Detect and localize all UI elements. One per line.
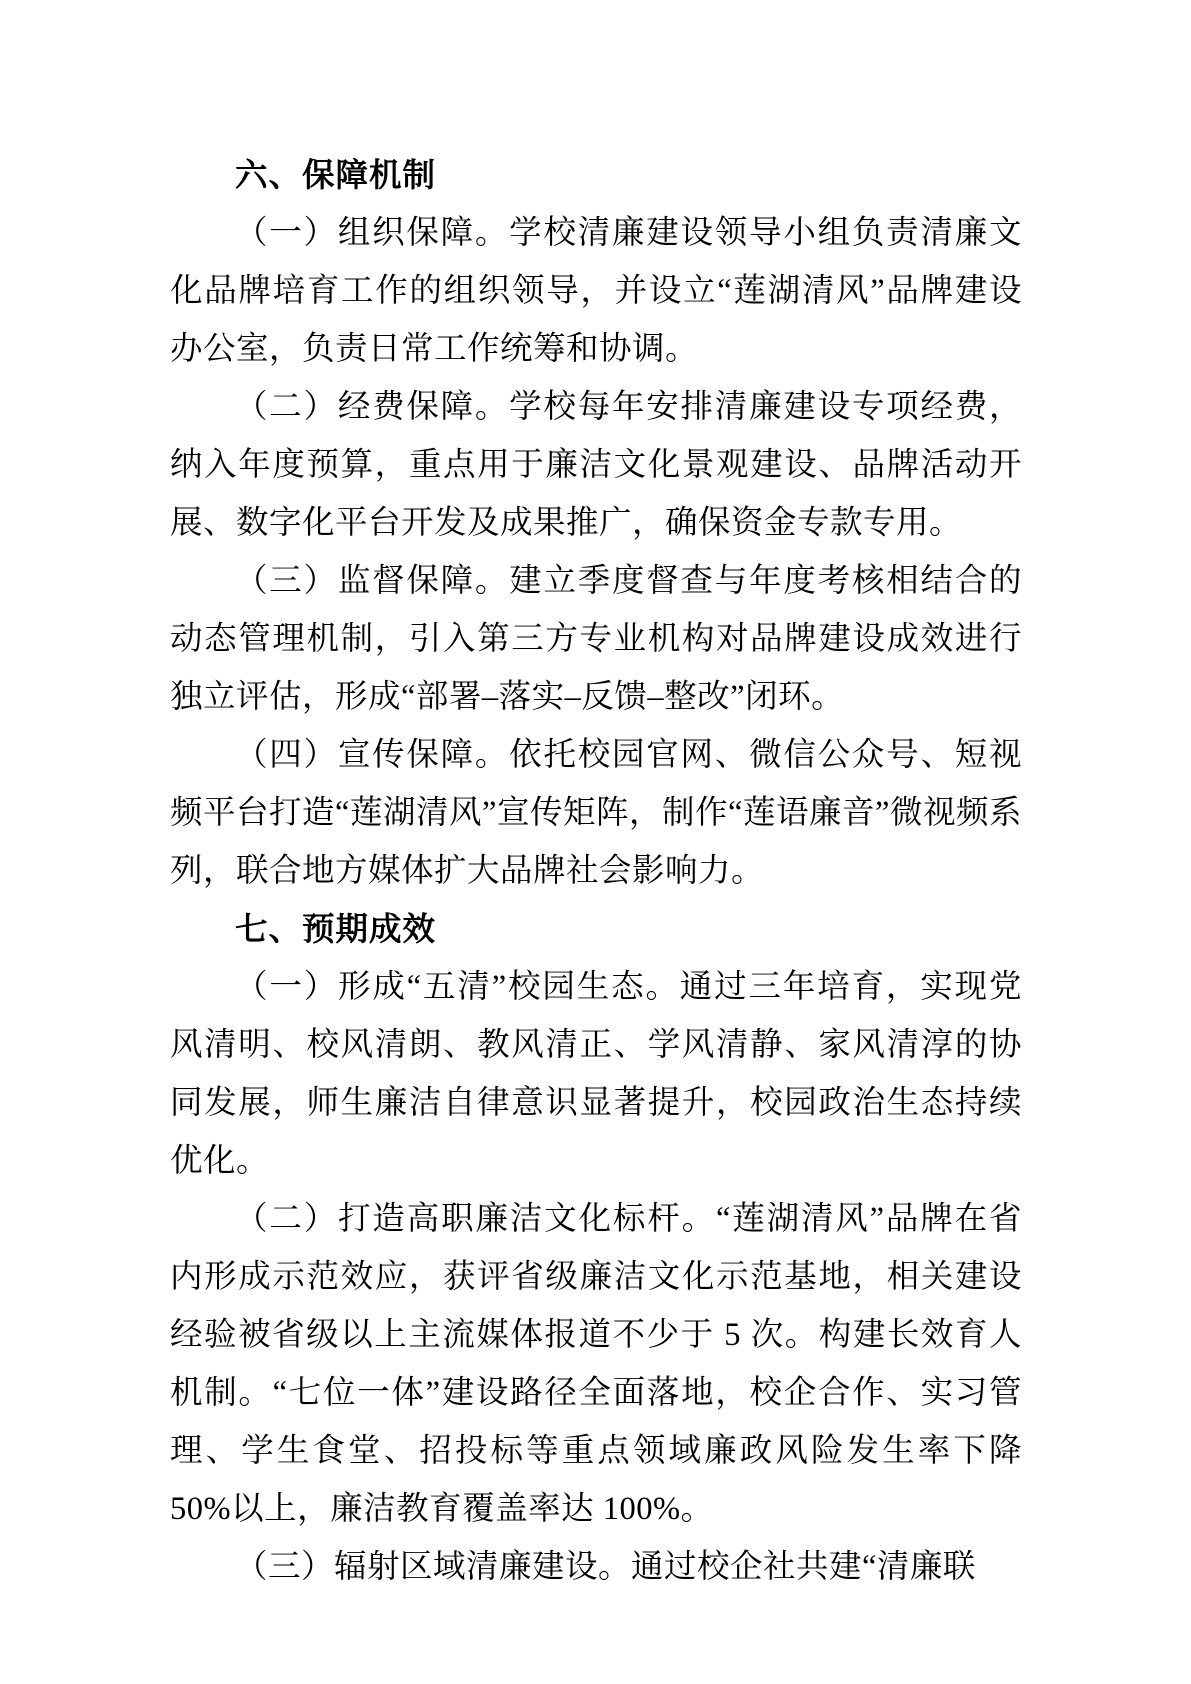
para-regional-integrity-outreach: （三）辐射区域清廉建设。通过校企社共建“清廉联 — [235, 1549, 976, 1585]
heading-expected-results: 七、预期成效 — [235, 911, 437, 947]
para-funding-guarantee: （二）经费保障。学校每年安排清廉建设专项经费，纳入年度预算，重点用于廉洁文化景观建设、品牌活动开展、数字化平台开发及成果推广，确保资金专款专用。 — [170, 389, 1022, 541]
para-integrity-culture-benchmark: （二）打造高职廉洁文化标杆。“莲湖清风”品牌在省内形成示范效应，获评省级廉洁文化示范基地，相关建设经验被省级以上主流媒体报道不少于 5 次。构建长效育人机制。“七位一体”建设路径全面落地，校企合作、实习管理、学生食堂、招投标等重点领域廉政风险发生率下降 50%以上，廉洁教育覆盖率达 100%。 — [170, 1201, 1022, 1527]
para-publicity-guarantee: （四）宣传保障。依托校园官网、微信公众号、短视频平台打造“莲湖清风”宣传矩阵，制作“莲语廉音”微视频系列，联合地方媒体扩大品牌社会影响力。 — [170, 737, 1022, 889]
para-organizational-guarantee: （一）组织保障。学校清廉建设领导小组负责清廉文化品牌培育工作的组织领导，并设立“莲湖清风”品牌建设办公室，负责日常工作统筹和协调。 — [170, 215, 1022, 367]
document-body — [170, 146, 1022, 1596]
heading-guarantee-mechanism: 六、保障机制 — [235, 157, 437, 193]
para-supervision-guarantee: （三）监督保障。建立季度督查与年度考核相结合的动态管理机制，引入第三方专业机构对品牌建设成效进行独立评估，形成“部署–落实–反馈–整改”闭环。 — [170, 563, 1022, 715]
para-five-qing-campus-ecology: （一）形成“五清”校园生态。通过三年培育，实现党风清明、校风清朗、教风清正、学风清静、家风清淳的协同发展，师生廉洁自律意识显著提升，校园政治生态持续优化。 — [170, 969, 1022, 1179]
